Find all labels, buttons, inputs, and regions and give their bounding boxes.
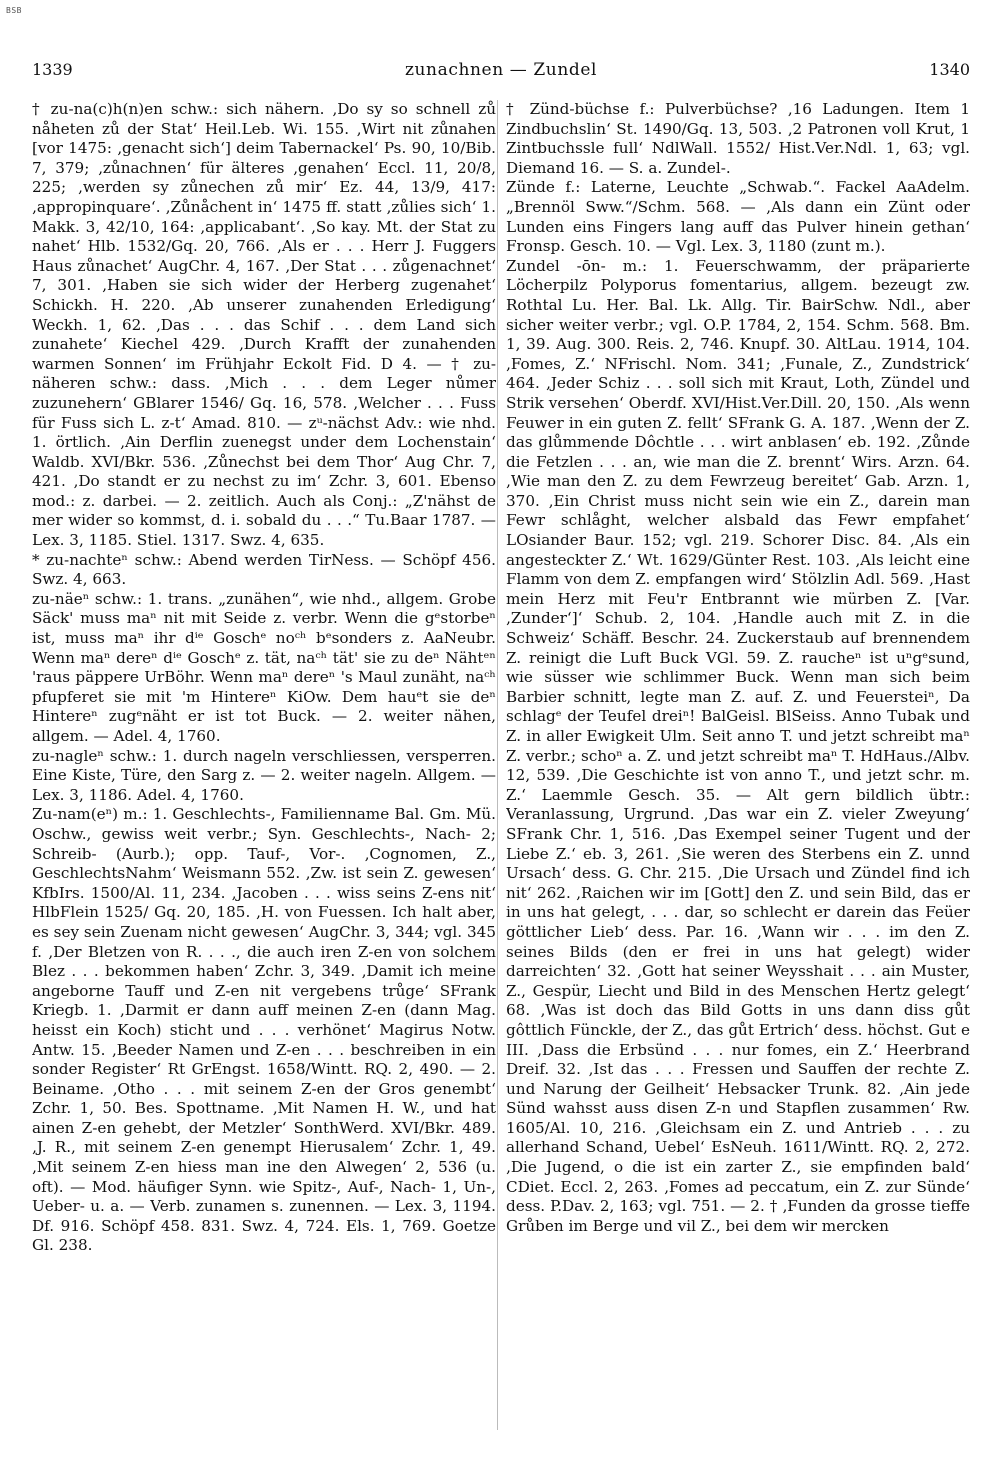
- entry-zundel: Zundel -ōn- m.: 1. Feuerschwamm, der präparierte Löcherpilz Polyporus fomentarius, allgem. bezeugt zw. Rothtal Lu. Her. Bal. Lk. Allg. Tir. BairSchw. Ndl., aber sicher weiter verbr.; vgl. O.P. 1784, 2, 154. Schm. 568. Bm. 1, 39. Aug. 300. Reis. 2, 746. Knupf. 30. AltLau. 1914, 104. ‚Fomes, Z.‘ NFrischl. Nom. 341; ‚Funale, Z., Zundstrick‘ 464. ‚Jeder Schiz . . . soll sich mit Kraut, Loth, Zündel und Strik versehen‘ Oberdf. XVI/Hist.Ver.Dill. 20, 150. ‚Als wenn Feuwer in ein guten Z. fellt‘ SFrank G. A. 187. ‚Wenn der Z. das glůmmende Dôchtle . . . wirt anblasen‘ eb. 192. ‚Zůnde die Fetzlen . . . an, wie man die Z. brennt‘ Wirs. Arzn. 64. ‚Wie man den Z. zu dem Fewrzeug bereitet‘ Gab. Arzn. 1, 370. ‚Ein Christ muss nicht sein wie ein Z., darein man Fewr schlåght, welcher alsbald das Fewr empfahet‘ LOsiander Baur. 152; vgl. 219. Schorer Disc. 84. ‚Als ein angesteckter Z.‘ Wt. 1629/Günter Rest. 103. ‚Als leicht eine Flamm von dem Z. empfangen wird‘ Stölzlin Adl. 569. ‚Hast mein Herz mit Feu'r Entbrannt wie mürben Z. [Var. ‚Zunder‘]‘ Schub. 2, 104. ‚Handle auch mit Z. in die Schweiz‘ Schäff. Beschr. 24. Zuckerstaub auf brennendem Z. reinigt die Luft Buck VGl. 59. Z. raucheⁿ ist uⁿgᵉsund, wie süsser wie schlimmer Buck. Wenn man sich beim Barbier schnitt, legte man Z. auf. Z. und Feuersteiⁿ, Da schlagᵉ der Teufel dreiⁿ! BalGeisl. BlSeiss. Anno Tubak und Z. in aller Ewigkeit Ulm. Seit anno T. und jetzt schreibt maⁿ Z. verbr.; schoⁿ a. Z. und jetzt schreibt maⁿ T. HdHaus./Albv. 12, 539. ‚Die Geschichte ist von anno T., und jetzt schr. m. Z.‘ Laemmle Gesch. 35. — Alt gern bildlich übtr.: Veranlassung, Urgrund. ‚Das war ein Z. vieler Zweyung‘ SFrank Chr. 1, 516. ‚Das Exempel seiner Tugent und der Liebe Z.‘ eb. 3, 261. ‚Sie weren des Sterbens ein Z. unnd Ursach‘ dess. G. Chr. 215. ‚Die Ursach und Zündel find ich nit‘ 262. ‚Raichen wir im [Gott] den Z. und sein Bild, das er in uns hat gelegt, . . . dar, so schlecht er darein das Feüer göttlicher Lieb‘ dess. Par. 16. ‚Wann wir . . . im den Z. seines Bilds (den er frei in uns hat gelegt) wider darreichten‘ 32. ‚Gott hat seiner Weysshait . . . ain Muster, Z., Gespür, Liecht und Bild in des Menschen Hertz gelegt‘ 68. ‚Was ist doch das Bild Gotts in uns dann diss gůt gôttlich Fünckle, der Z., das gůt Ertrich‘ dess. höchst. Gut e III. ‚Dass die Erbsünd . . . nur fomes, ein Z.‘ Heerbrand Dreif. 32. ‚Ist das . . . Fressen und Sauffen der rechte Z. und Narung der Geilheit‘ Hebsacker Trunk. 82. ‚Ain jede Sünd wahsst auss disen Z-n und Stapflen zusammen‘ Rw. 1605/Al. 10, 216. ‚Gleichsam ein Z. und Antrieb . . . zu allerhand Schand, Uebel‘ EsNeuh. 1611/Wintt. RQ. 2, 272. ‚Die Jugend, o die ist ein zarter Z., sie empfinden bald‘ CDiet. Eccl. 2, 263. ‚Fomes ad peccatum, ein Z. zur Sünde‘ dess. P.Dav. 2, 163; vgl. 751. — 2. † ‚Funden da grosse tieffe Grůben im Berge und vil Z., bei dem wir mercken: [506, 256, 970, 1235]
- entry-zuende: Zünde f.: Laterne, Leuchte „Schwab.“. Fackel AaAdelm. „Brennöl Sww.“/Schm. 568. — ‚Als dann ein Zünt oder Lunden eins Fingers lang auff das Pulver hinein gethan‘ Fronsp. Gesch. 10. — Vgl. Lex. 3, 1180 (zunt m.).: [506, 178, 970, 256]
- library-stamp: BSB: [6, 6, 22, 15]
- page-number-left: 1339: [32, 60, 73, 79]
- page-number-right: 1340: [929, 60, 970, 79]
- entry-zuname: Zu-nam(eⁿ) m.: 1. Geschlechts-, Familienname Bal. Gm. Mü. Oschw., gewiss weit verbr.; Syn. Geschlechts-, Nach- 2; Schreib- (Aurb.); opp. Tauf-, Vor-. ‚Cognomen, Z., GeschlechtsNahm‘ Weismann 552. ‚Zw. ist sein Z. gewesen‘ KfbIrs. 1500/Al. 11, 234. ‚Jacoben . . . wiss seins Z-ens nit‘ HlbFlein 1525/ Gq. 20, 185. ‚H. von Fuessen. Ich halt aber, es sey sein Zuenam nicht gewesen‘ AugChr. 3, 344; vgl. 345 f. ‚Der Bletzen von R. . . ., die auch iren Z-en von solchem Blez . . . bekommen haben‘ Zchr. 3, 349. ‚Damit ich meine angeborne Tauff und Z-en nit vergebens trůge‘ SFrank Kriegb. 1. ‚Darmit er dann auff meinen Z-en (dann Mag. heisst ein Koch) sticht und . . . verhönet‘ Magirus Notw. Antw. 15. ‚Beeder Namen und Z-en . . . beschreiben in ein sonder Register‘ Rt GrEngst. 1658/Wintt. RQ. 2, 490. — 2. Beiname. ‚Otho . . . mit seinem Z-en der Gros genembt‘ Zchr. 1, 50. Bes. Spottname. ‚Mit Namen H. W., und hat ainen Z-en gehebt, der Metzler‘ SonthWerd. XVI/Bkr. 489. ‚J. R., mit seinem Z-en genempt Hierusalem‘ Zchr. 1, 49. ‚Mit seinem Z-en hiess man ine den Alwegen‘ 2, 536 (u. oft). — Mod. häufiger Synn. wie Spitz-, Auf-, Nach- 1, Un-, Ueber- u. a. — Verb. zunamen s. zunennen. — Lex. 3, 1194. Df. 916. Schöpf 458. 831. Swz. 4, 724. Els. 1, 769. Goetze Gl. 238.: [32, 805, 496, 1255]
- right-column: [506, 100, 970, 1450]
- page-header: [32, 60, 970, 84]
- running-head: zunachnen — Zundel: [404, 60, 598, 80]
- entry-zunachten: * zu-nachteⁿ schw.: Abend werden TirNess. — Schöpf 456. Swz. 4, 663.: [32, 550, 496, 589]
- entry-zuendbuechse: † Zünd-büchse f.: Pulverbüchse? ‚16 Ladungen. Item 1 Zindbuchslin‘ St. 1490/Gq. 13, 503. ‚2 Patronen voll Krut, 1 Zintbuchssle full‘ NdlWall. 1552/ Hist.Ver.Ndl. 1, 63; vgl. Diemand 16. — S. a. Zundel-.: [506, 100, 970, 177]
- entry-zunaglen: zu-nagleⁿ schw.: 1. durch nageln verschliessen, versperren. Eine Kiste, Türe, den Sarg z. — 2. weiter nageln. Allgem. — Lex. 3, 1186. Adel. 4, 1760.: [32, 746, 496, 804]
- entry-zunaeen: zu-näeⁿ schw.: 1. trans. „zunähen“, wie nhd., allgem. Grobe Säck' muss maⁿ nit mit Seide z. verbr. Wenn die gᵉstorbeⁿ ist, muss maⁿ ihr dⁱᵉ Goschᵉ noᶜʰ bᵉsonders z. AaNeubr. Wenn maⁿ dereⁿ dⁱᵉ Goschᵉ z. tät, naᶜʰ tät' sie zu deⁿ Nähtᵉⁿ 'raus päppere UrBöhr. Wenn maⁿ dereⁿ 's Maul zunäht, naᶜʰ pfupferet sie mit 'm Hintereⁿ KiOw. Dem hauᵉt sie deⁿ Hintereⁿ zugᵉnäht er ist tot Buck. — 2. weiter nähen, allgem. — Adel. 4, 1760.: [32, 589, 496, 745]
- left-column: [32, 100, 496, 1450]
- column-divider: [497, 100, 498, 1430]
- entry-zunachnen: † zu-na(c)h(n)en schw.: sich nähern. ‚Do sy so schnell zů nåheten zů der Stat‘ Heil.Leb. Wi. 155. ‚Wirt nit zůnahen [vor 1475: ‚genacht sich‘] deim Tabernackel‘ Ps. 90, 10/Bib. 7, 379; ‚zůnachnen‘ für älteres ‚genahen‘ Eccl. 11, 20/8, 225; ‚werden sy zůnechen zů mir‘ Ez. 44, 13/9, 417: ‚appropinquare‘. ‚Zůnåchent in‘ 1475 ff. statt ‚zůlies sich‘ 1. Makk. 3, 42/10, 164: ‚applicabant‘. ‚So kay. Mt. der Stat zu nahet‘ Hlb. 1532/Gq. 20, 766. ‚Als er . . . Herr J. Fuggers Haus zůnachet‘ AugChr. 4, 167. ‚Der Stat . . . zůgenachnet‘ 7, 301. ‚Haben sie sich wider der Herberg zugenahet‘ Schickh. H. 220. ‚Ab unserer zunahenden Erledigung‘ Weckh. 1, 62. ‚Das . . . das Schif . . . dem Land sich zunahete‘ Kiechel 429. ‚Durch Krafft der zunahenden warmen Sonnen‘ im Frühjahr Eckolt Fid. D 4. — † zu-näheren schw.: dass. ‚Mich . . . dem Leger nůmer zuzunehern‘ GBlarer 1546/ Gq. 16, 578. ‚Welcher . . . Fuss für Fuss sich L. z-t‘ Amad. 810. — zᵘ-nächst Adv.: wie nhd. 1. örtlich. ‚Ain Derflin zuenegst under dem Lochenstain‘ Waldb. XVI/Bkr. 536. ‚Zůnechst bei dem Thor‘ Aug Chr. 7, 421. ‚Do standt er zu nechst zu im‘ Zchr. 3, 601. Ebenso mod.: z. darbei. — 2. zeitlich. Auch als Conj.: „Z'nähst de mer wider so kommst, d. i. sobald du . . .“ Tu.Baar 1787. — Lex. 3, 1185. Stiel. 1317. Swz. 4, 635.: [32, 100, 496, 550]
